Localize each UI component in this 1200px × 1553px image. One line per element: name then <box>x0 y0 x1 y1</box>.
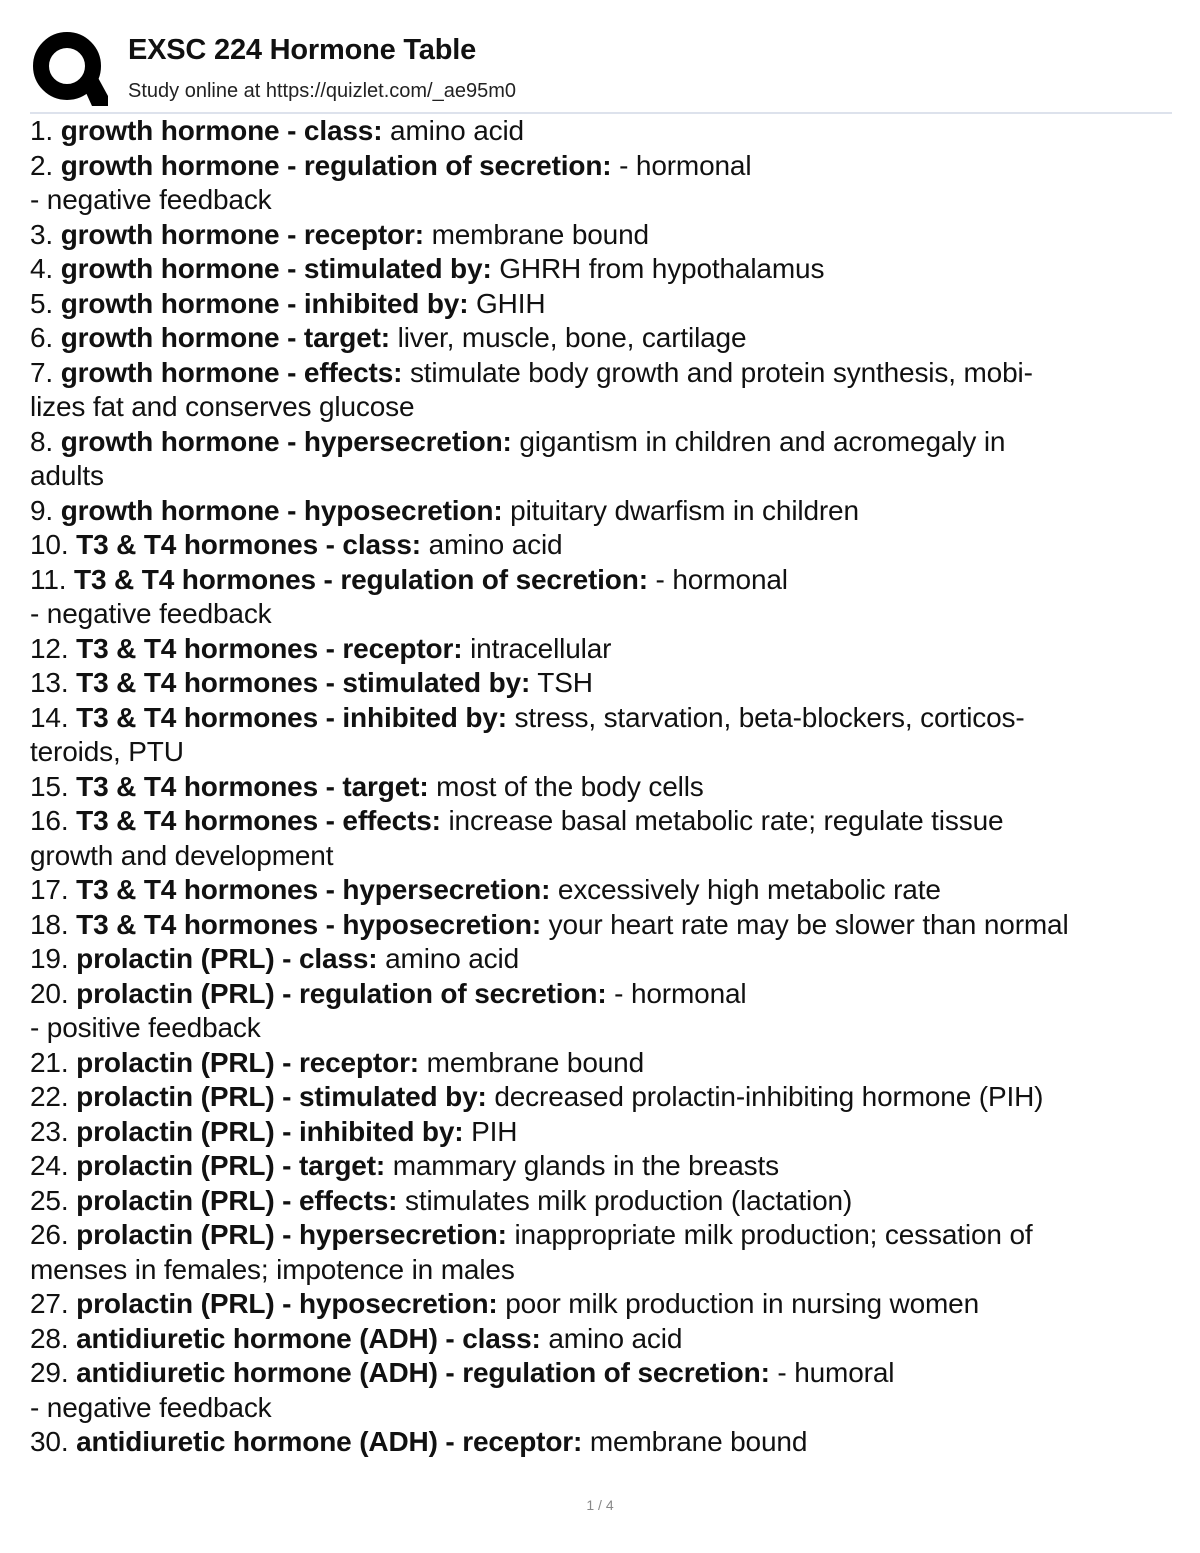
list-item <box>30 528 1180 563</box>
item-definition: excessively high metabolic rate <box>557 874 941 905</box>
item-number: 25. <box>30 1184 69 1216</box>
item-definition-continued: menses in females; impotence in males <box>30 1253 515 1285</box>
list-item <box>30 252 1180 287</box>
page-number: 1 / 4 <box>586 1497 614 1513</box>
list-item <box>30 1218 1180 1287</box>
item-term: prolactin (PRL) - inhibited by: <box>76 1115 464 1147</box>
item-term: prolactin (PRL) - receptor: <box>76 1046 419 1078</box>
quizlet-logo <box>30 28 108 106</box>
item-number: 15. <box>30 770 69 802</box>
item-definition: GHIH <box>476 287 546 319</box>
item-term: T3 & T4 hormones - stimulated by: <box>76 667 531 698</box>
list-item <box>30 287 1180 322</box>
item-number: 4. <box>30 253 54 284</box>
item-term: T3 & T4 hormones - inhibited by: <box>76 701 507 733</box>
list-item <box>30 1287 1180 1322</box>
item-definition: TSH <box>537 667 593 698</box>
item-term: T3 & T4 hormones - hyposecretion: <box>76 908 542 940</box>
item-number: 8. <box>30 425 54 457</box>
item-term: growth hormone - inhibited by: <box>60 287 469 319</box>
item-definition: increase basal metabolic rate; regulate tissue <box>448 805 1004 836</box>
item-definition: stimulate body growth and protein synthesis, mobi- <box>409 356 1033 388</box>
item-definition: intracellular <box>470 632 612 664</box>
item-definition: your heart rate may be slower than normal <box>548 908 1069 940</box>
item-number: 22. <box>30 1081 69 1112</box>
list-item <box>30 425 1180 494</box>
item-term: prolactin (PRL) - class: <box>76 943 378 974</box>
list-item <box>30 114 1180 149</box>
item-definition: - hormonal <box>655 563 788 595</box>
flashcard-list <box>30 114 1180 1460</box>
item-number: 11. <box>30 563 67 595</box>
list-item <box>30 804 1180 873</box>
item-definition: liver, muscle, bone, cartilage <box>397 322 747 353</box>
item-number: 17. <box>30 874 69 905</box>
item-definition: - hormonal <box>614 977 747 1009</box>
item-term: growth hormone - class: <box>60 115 383 146</box>
item-definition: membrane bound <box>431 218 649 250</box>
list-item <box>30 666 1180 701</box>
item-term: T3 & T4 hormones - effects: <box>76 805 441 836</box>
list-item <box>30 563 1180 632</box>
item-number: 30. <box>30 1426 69 1457</box>
item-number: 20. <box>30 977 69 1009</box>
item-term: antidiuretic hormone (ADH) - class: <box>76 1322 541 1354</box>
item-term: prolactin (PRL) - stimulated by: <box>76 1081 487 1112</box>
item-definition-continued: - negative feedback <box>30 184 272 215</box>
list-item <box>30 873 1180 908</box>
item-number: 18. <box>30 908 69 940</box>
item-definition-continued: teroids, PTU <box>30 736 184 767</box>
list-item <box>30 1080 1180 1115</box>
list-item <box>30 321 1180 356</box>
document-title: EXSC 224 Hormone Table <box>128 34 477 66</box>
item-number: 9. <box>30 494 54 526</box>
item-term: T3 & T4 hormones - receptor: <box>76 632 463 664</box>
list-item <box>30 1046 1180 1081</box>
list-item <box>30 942 1180 977</box>
item-number: 12. <box>30 632 69 664</box>
item-number: 6. <box>30 322 54 353</box>
item-definition-continued: - positive feedback <box>30 1012 261 1043</box>
list-item <box>30 149 1180 218</box>
item-definition: decreased prolactin-inhibiting hormone (PIH) <box>494 1081 1044 1112</box>
list-item <box>30 1184 1180 1219</box>
item-number: 26. <box>30 1219 69 1250</box>
item-definition-continued: - negative feedback <box>30 598 272 629</box>
list-item <box>30 908 1180 943</box>
item-definition: stress, starvation, beta-blockers, corticos- <box>514 701 1025 733</box>
item-definition: - humoral <box>777 1357 895 1388</box>
item-definition: gigantism in children and acromegaly in <box>519 425 1006 457</box>
item-term: growth hormone - hyposecretion: <box>60 494 503 526</box>
item-number: 21. <box>30 1046 69 1078</box>
item-number: 23. <box>30 1115 69 1147</box>
item-definition: membrane bound <box>426 1046 645 1078</box>
item-number: 14. <box>30 701 69 733</box>
item-term: growth hormone - receptor: <box>60 218 424 250</box>
list-item <box>30 632 1180 667</box>
item-number: 3. <box>30 218 54 250</box>
item-number: 13. <box>30 667 69 698</box>
item-number: 5. <box>30 287 54 319</box>
item-term: prolactin (PRL) - hyposecretion: <box>76 1288 498 1319</box>
item-number: 1. <box>30 115 54 146</box>
list-item <box>30 1425 1180 1460</box>
item-number: 29. <box>30 1357 69 1388</box>
item-number: 7. <box>30 356 54 388</box>
study-link-text: Study online at https://quizlet.com/_ae95m0 <box>128 80 517 102</box>
list-item <box>30 218 1180 253</box>
item-number: 27. <box>30 1288 69 1319</box>
list-item <box>30 356 1180 425</box>
item-definition: mammary glands in the breasts <box>392 1150 779 1181</box>
list-item <box>30 977 1180 1046</box>
item-number: 19. <box>30 943 69 974</box>
item-definition: poor milk production in nursing women <box>505 1288 980 1319</box>
item-definition: GHRH from hypothalamus <box>499 253 825 284</box>
item-term: T3 & T4 hormones - target: <box>76 770 429 802</box>
item-term: antidiuretic hormone (ADH) - regulation of secretion: <box>76 1357 770 1388</box>
item-term: prolactin (PRL) - regulation of secretion: <box>76 977 607 1009</box>
list-item <box>30 494 1180 529</box>
item-definition: most of the body cells <box>436 770 704 802</box>
item-definition-continued: growth and development <box>30 839 334 871</box>
item-term: T3 & T4 hormones - regulation of secretion: <box>74 563 648 595</box>
item-number: 2. <box>30 149 54 181</box>
page-header <box>30 28 1172 112</box>
item-definition-continued: lizes fat and conserves glucose <box>30 391 415 422</box>
item-term: prolactin (PRL) - hypersecretion: <box>76 1219 507 1250</box>
item-definition: amino acid <box>428 529 563 560</box>
list-item <box>30 1356 1180 1425</box>
item-definition: stimulates milk production (lactation) <box>405 1184 853 1216</box>
item-definition: PIH <box>471 1115 518 1147</box>
item-number: 24. <box>30 1150 69 1181</box>
item-term: prolactin (PRL) - effects: <box>76 1184 398 1216</box>
item-term: prolactin (PRL) - target: <box>76 1150 386 1181</box>
item-number: 10. <box>30 529 69 560</box>
item-number: 16. <box>30 805 69 836</box>
list-item <box>30 770 1180 805</box>
item-term: antidiuretic hormone (ADH) - receptor: <box>76 1426 583 1457</box>
item-definition: inappropriate milk production; cessation of <box>514 1219 1033 1250</box>
item-definition: pituitary dwarfism in children <box>510 494 859 526</box>
item-definition: amino acid <box>548 1322 683 1354</box>
item-definition: membrane bound <box>589 1426 808 1457</box>
item-definition: amino acid <box>390 115 524 146</box>
item-definition: - hormonal <box>619 149 752 181</box>
item-term: growth hormone - stimulated by: <box>60 253 492 284</box>
list-item <box>30 701 1180 770</box>
item-term: growth hormone - regulation of secretion: <box>60 149 612 181</box>
list-item <box>30 1115 1180 1150</box>
item-term: growth hormone - target: <box>60 322 390 353</box>
item-term: growth hormone - hypersecretion: <box>60 425 512 457</box>
item-definition-continued: - negative feedback <box>30 1391 272 1423</box>
list-item <box>30 1149 1180 1184</box>
item-definition-continued: adults <box>30 460 104 491</box>
item-term: growth hormone - effects: <box>60 356 403 388</box>
item-term: T3 & T4 hormones - class: <box>76 529 421 560</box>
item-definition: amino acid <box>385 943 520 974</box>
list-item <box>30 1322 1180 1357</box>
item-number: 28. <box>30 1322 69 1354</box>
item-term: T3 & T4 hormones - hypersecretion: <box>76 874 551 905</box>
